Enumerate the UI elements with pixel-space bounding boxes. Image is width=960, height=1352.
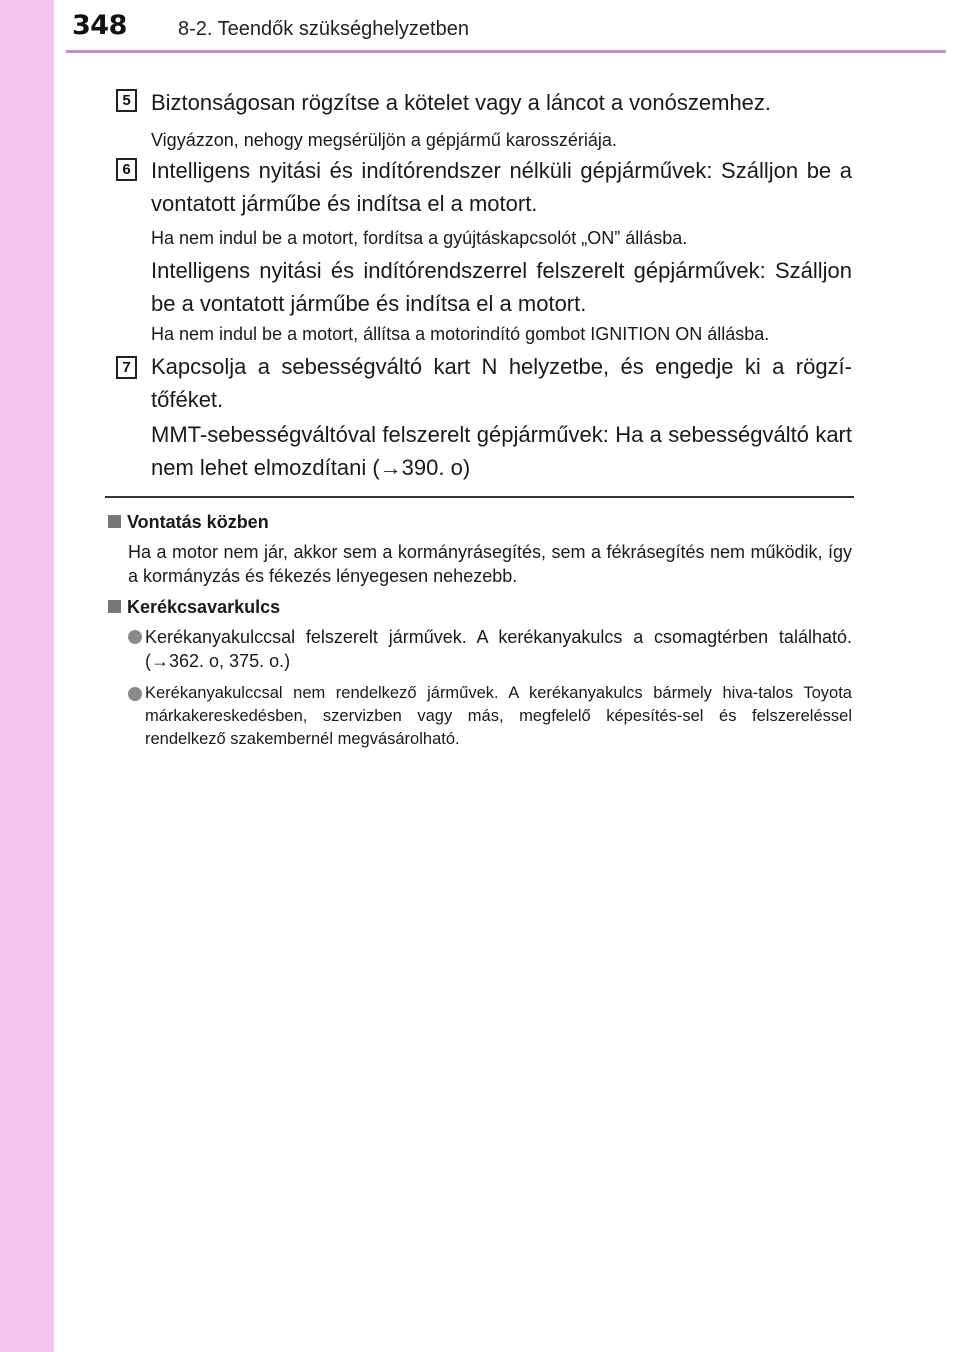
arrow-icon: → bbox=[379, 455, 402, 480]
info-towing-body: Ha a motor nem jár, akkor sem a kormányrásegítés, sem a fékrásegítés nem működik, így a kormányzás és fékezés lényegesen nehezebb. bbox=[128, 542, 852, 586]
square-bullet-icon bbox=[108, 515, 121, 528]
step-7-page-ref: 390. o) bbox=[401, 455, 471, 480]
step-7-text-2 bbox=[151, 418, 852, 484]
header-rule bbox=[66, 50, 946, 53]
bullet-text-prefix: Kerékanyakulccsal felszerelt járművek. A kerékanyakulcs a csomagtérben található. ( bbox=[145, 627, 852, 671]
bullet-text bbox=[145, 625, 852, 673]
page-number: 348 bbox=[72, 10, 127, 41]
side-color-band bbox=[0, 0, 54, 1352]
section-divider bbox=[105, 496, 854, 498]
step-number-5: 5 bbox=[116, 89, 137, 112]
arrow-icon: → bbox=[151, 651, 169, 671]
step-7-text-2-prefix: MMT-sebességváltóval felszerelt gépjárművek: Ha a sebességváltó kart nem lehet elmozdítani ( bbox=[151, 422, 852, 480]
circle-bullet-icon bbox=[128, 630, 142, 644]
circle-bullet-icon bbox=[128, 687, 142, 701]
bullet-page-ref: 362. o, 375. o.) bbox=[169, 651, 291, 671]
step-5-note: Vigyázzon, nehogy megsérüljön a gépjármű karosszériája. bbox=[151, 130, 617, 150]
info-heading-towing-label: Vontatás közben bbox=[127, 512, 269, 532]
list-item bbox=[128, 625, 852, 673]
step-6-text: Intelligens nyitási és indítórendszer nélküli gépjárművek: Szálljon be a vontatott járműbe és indítsa el a motort. bbox=[151, 158, 852, 216]
list-item bbox=[128, 682, 852, 751]
step-number-6: 6 bbox=[116, 158, 137, 181]
step-5-text: Biztonságosan rögzítse a kötelet vagy a láncot a vonószemhez. bbox=[151, 90, 772, 115]
step-number-7: 7 bbox=[116, 356, 137, 379]
info-heading-towing bbox=[108, 512, 269, 533]
info-heading-wrench bbox=[108, 597, 280, 618]
step-6-text-2: Intelligens nyitási és indítórendszerrel felszerelt gépjárművek: Szálljon be a vontatott járműbe és indítsa el a motort. bbox=[151, 258, 852, 316]
info-heading-wrench-label: Kerékcsavarkulcs bbox=[127, 597, 281, 617]
section-title: 8-2. Teendők szükséghelyzetben bbox=[178, 18, 469, 40]
step-6-note: Ha nem indul be a motort, fordítsa a gyújtáskapcsolót „ON” állásba. bbox=[151, 228, 688, 248]
bullet-text: Kerékanyakulccsal nem rendelkező járművek. A kerékanyakulcs bármely hiva-talos Toyota márkakereskedésben, szervizben vagy más, megfelelő képesítés-sel és felszereléssel rendelkező szakembernél megvásárolható. bbox=[145, 684, 852, 748]
step-7-text: Kapcsolja a sebességváltó kart N helyzetbe, és engedje ki a rögzí-tőféket. bbox=[151, 354, 852, 412]
square-bullet-icon bbox=[108, 600, 121, 613]
step-6-note-2: Ha nem indul be a motort, állítsa a motorindító gombot IGNITION ON állásba. bbox=[151, 324, 770, 344]
